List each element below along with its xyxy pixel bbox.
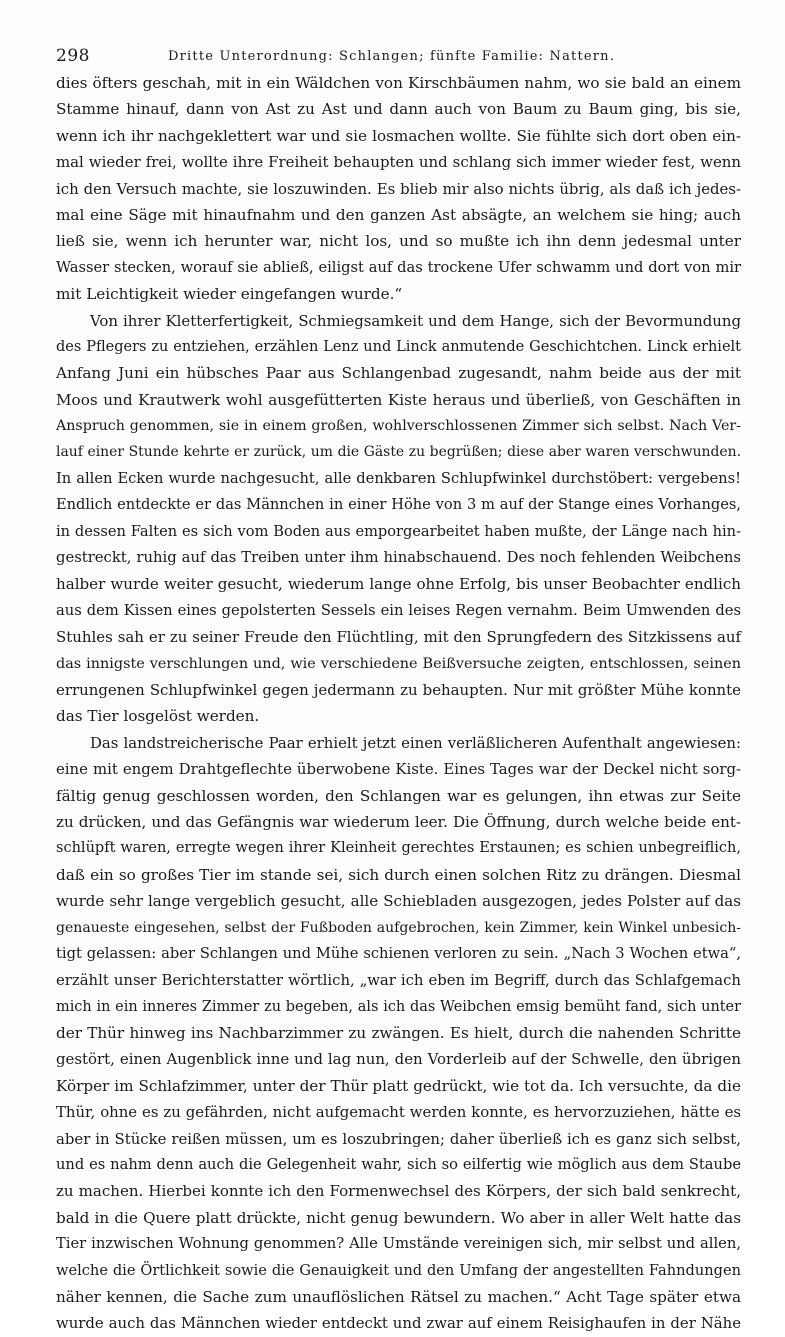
text-line: Stuhles sah er zu seiner Freude den Flüchtling, mit den Sprungfedern des Sitzkissens auf	[56, 628, 741, 647]
text-line: Das landstreicherische Paar erhielt jetzt einen verläßlicheren Aufenthalt angewiesen:	[90, 733, 741, 752]
text-line: wenn ich ihr nachgeklettert war und sie losmachen wollte. Sie fühlte sich dort oben ein-	[56, 126, 741, 145]
page-number: 298	[56, 46, 90, 66]
text-line: dies öfters geschah, mit in ein Wäldchen von Kirschbäumen nahm, wo sie bald an einem	[56, 74, 741, 92]
text-line: näher kennen, die Sache zum unauflöslichen Rätsel zu machen.“ Acht Tage später etwa	[56, 1287, 741, 1306]
text-line: und es nahm denn auch die Gelegenheit wahr, sich so eilfertig wie möglich aus dem Staube	[56, 1156, 741, 1174]
text-line: halber wurde weiter gesucht, wiederum lange ohne Erfolg, bis unser Beobachter endlich	[56, 575, 741, 594]
text-line: Anfang Juni ein hübsches Paar aus Schlangenbad zugesandt, nahm beide aus der mit	[56, 364, 741, 383]
text-line: schlüpft waren, erregte wegen ihrer Kleinheit gerechtes Erstaunen; es schien unbegreiflich,	[56, 840, 741, 857]
text-line: gestört, einen Augenblick inne und lag nun, den Vorderleib auf der Schwelle, den übrigen	[56, 1050, 741, 1069]
text-line: Endlich entdeckte er das Männchen in einer Höhe von 3 m auf der Stange eines Vorhanges,	[56, 496, 741, 514]
running-head: Dritte Unterordnung: Schlangen; fünfte Familie: Nattern.	[168, 49, 616, 64]
text-line: der Thür hinweg ins Nachbarzimmer zu zwängen. Es hielt, durch die nahenden Schritte	[56, 1024, 741, 1043]
text-line: mit Leichtigkeit wieder eingefangen wurde.“	[56, 285, 403, 304]
text-line: ich den Versuch machte, sie loszuwinden. Es blieb mir also nichts übrig, als daß ich jedes-	[56, 179, 741, 198]
text-line: Moos und Krautwerk wohl ausgefütterten Kiste heraus und überließ, von Geschäften in	[56, 390, 741, 409]
text-line: gestreckt, ruhig auf das Treiben unter ihm hinabschauend. Des noch fehlenden Weibchens	[56, 549, 741, 567]
text-line: genaueste eingesehen, selbst der Fußboden aufgebrochen, kein Zimmer, kein Winkel unbesich-	[56, 919, 741, 936]
text-line: in dessen Falten es sich vom Boden aus emporgearbeitet haben mußte, der Länge nach hin-	[56, 522, 741, 540]
text-line: bald in die Quere platt drückte, nicht genug bewundern. Wo aber in aller Welt hatte das	[56, 1208, 741, 1227]
text-line: des Pflegers zu entziehen, erzählen Lenz und Linck anmutende Geschichtchen. Linck erhielt	[56, 338, 741, 355]
text-line: das innigste verschlungen und, wie verschiedene Beißversuche zeigten, entschlossen, seinen	[56, 655, 741, 672]
text-line: mal eine Säge mit hinaufnahm und den ganzen Ast absägte, an welchem sie hing; auch	[56, 205, 741, 224]
text-line: daß ein so großes Tier im stande sei, sich durch einen solchen Ritz zu drängen. Diesmal	[56, 865, 741, 884]
text-line: zu machen. Hierbei konnte ich den Formenwechsel des Körpers, der sich bald senkrecht,	[56, 1182, 741, 1201]
text-line: eine mit engem Drahtgeflechte überwobene Kiste. Eines Tages war der Deckel nicht sorg-	[56, 760, 741, 779]
page-header	[56, 44, 743, 68]
text-line: welche die Örtlichkeit sowie die Genauigkeit und den Umfang der angestellten Fahndungen	[56, 1261, 741, 1279]
text-line: mich in ein inneres Zimmer zu begeben, als ich das Weibchen emsig bemüht fand, sich unter	[56, 998, 741, 1015]
text-line: Von ihrer Kletterfertigkeit, Schmiegsamkeit und dem Hange, sich der Bevormundung	[90, 311, 741, 330]
text-line: Thür, ohne es zu gefährden, nicht aufgemacht werden konnte, es hervorzuziehen, hätte es	[56, 1103, 741, 1122]
text-line: Anspruch genommen, sie in einem großen, wohlverschlossenen Zimmer sich selbst. Nach Ver-	[56, 418, 741, 435]
text-line: das Tier losgelöst werden.	[56, 707, 260, 726]
text-line: wurde sehr lange vergeblich gesucht, alle Schiebladen ausgezogen, jedes Polster auf das	[56, 892, 741, 911]
text-line: aus dem Kissen eines gepolsterten Sessels ein leises Regen vernahm. Beim Umwenden des	[56, 601, 741, 619]
text-line: erzählt unser Berichterstatter wörtlich, „war ich eben im Begriff, durch das Schlafgemach	[56, 971, 741, 990]
text-line: Stamme hinauf, dann von Ast zu Ast und dann auch von Baum zu Baum ging, bis sie,	[56, 100, 741, 119]
text-line: mal wieder frei, wollte ihre Freiheit behaupten und schlang sich immer wieder fest, wenn	[56, 153, 741, 172]
text-line: aber in Stücke reißen müssen, um es loszubringen; daher überließ ich es ganz sich selbst,	[56, 1129, 741, 1148]
text-line: Wasser stecken, worauf sie abließ, eiligst auf das trockene Ufer schwamm und dort von mir	[56, 258, 741, 276]
text-line: zu drücken, und das Gefängnis war wiederum leer. Die Öffnung, durch welche beide ent-	[56, 812, 741, 831]
body-text	[56, 70, 741, 1337]
text-line: lauf einer Stunde kehrte er zurück, um die Gäste zu begrüßen; diese aber waren verschwunden.	[56, 444, 741, 461]
text-line: wurde auch das Männchen wieder entdeckt und zwar auf einem Reisighaufen in der Nähe	[56, 1314, 741, 1333]
text-line: ließ sie, wenn ich herunter war, nicht los, und so mußte ich ihn denn jedesmal unter	[56, 232, 741, 251]
text-line: Tier inzwischen Wohnung genommen? Alle Umstände vereinigen sich, mir selbst und allen,	[56, 1235, 741, 1253]
text-line: Körper im Schlafzimmer, unter der Thür platt gedrückt, wie tot da. Ich versuchte, da die	[56, 1076, 741, 1095]
text-line: errungenen Schlupfwinkel gegen jedermann zu behaupten. Nur mit größter Mühe konnte	[56, 680, 741, 699]
text-line: fältig genug geschlossen worden, den Schlangen war es gelungen, ihn etwas zur Seite	[56, 786, 741, 805]
text-line: tigt gelassen: aber Schlangen und Mühe schienen verloren zu sein. „Nach 3 Wochen etwa“,	[56, 944, 741, 962]
text-line: In allen Ecken wurde nachgesucht, alle denkbaren Schlupfwinkel durchstöbert: vergebens!	[56, 469, 741, 487]
